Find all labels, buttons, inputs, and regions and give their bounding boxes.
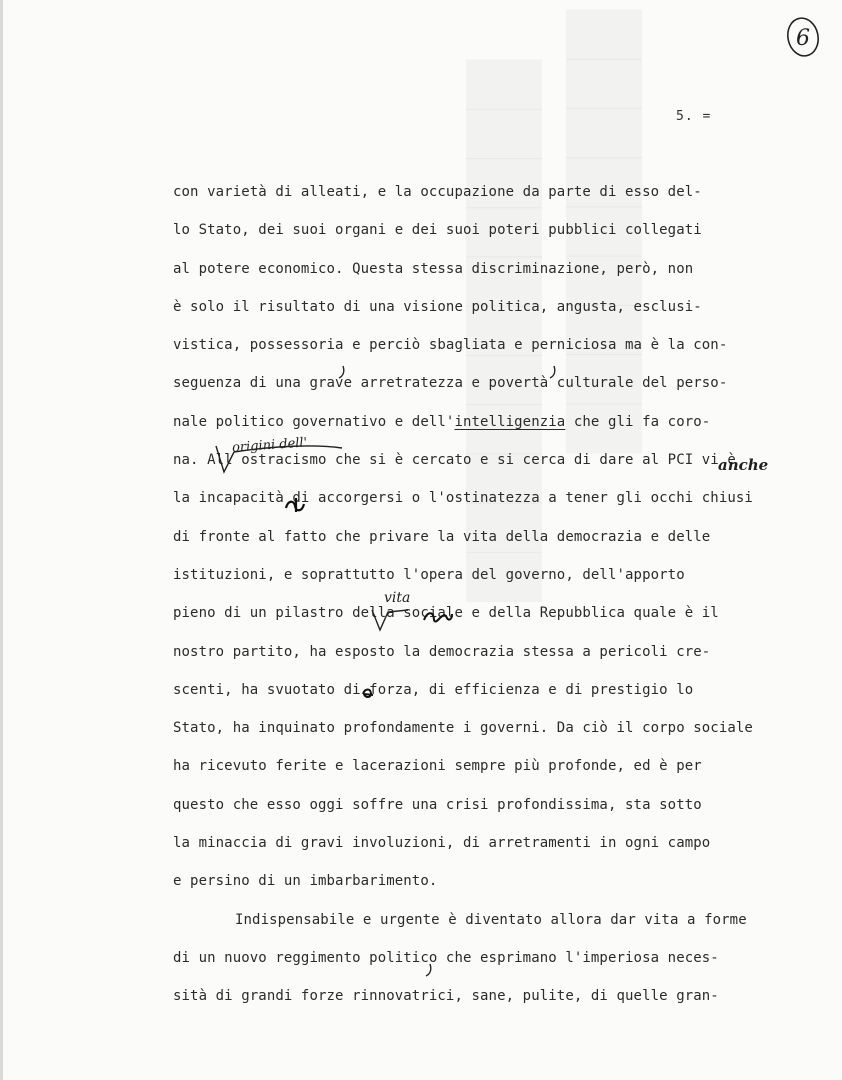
text-line: sità di grandi forze rinnovatrici, sane, pulite, di quelle gran-: [173, 988, 719, 1005]
scan-left-edge: [0, 0, 3, 1080]
text-line: ha ricevuto ferite e lacerazioni sempre più profonde, ed è per: [173, 758, 702, 775]
text-line: na. All ostracismo che si è cercato e si cerca di dare al PCI vi è: [173, 452, 736, 469]
text-line: di un nuovo reggimento politico che esprimano l'imperiosa neces-: [173, 949, 719, 966]
text-line-end: che gli fa coro-: [565, 413, 711, 430]
paragraph-start-line: Indispensabile e urgente è diventato allora dar vita a forme: [235, 911, 747, 928]
handwritten-insertion-vita: vita: [384, 590, 411, 606]
handwritten-insertion-origini: origini dell': [231, 435, 308, 456]
text-line: di fronte al fatto che privare la vita della democrazia e delle: [173, 528, 711, 545]
text-line: seguenza di una grave arretratezza e povertà culturale del perso-: [173, 375, 728, 392]
text-line: la minaccia di gravi involuzioni, di arretramenti in ogni campo: [173, 835, 711, 852]
text-line: vistica, possessoria e perciò sbagliata e perniciosa ma è la con-: [173, 337, 728, 354]
text-line: nostro partito, ha esposto la democrazia stessa a pericoli cre-: [173, 643, 711, 660]
underlined-word: intelligenzia: [454, 413, 566, 430]
circled-page-mark: [785, 15, 821, 59]
text-line: Stato, ha inquinato profondamente i governi. Da ciò il corpo sociale: [173, 720, 753, 737]
handwritten-margin-anche: anche: [718, 456, 769, 474]
text-line: questo che esso oggi soffre una crisi profondissima, sta sotto: [173, 796, 702, 813]
text-line: istituzioni, e soprattutto l'opera del governo, dell'apporto: [173, 566, 685, 583]
text-line: al potere economico. Questa stessa discriminazione, però, non: [173, 260, 694, 277]
text-line: lo Stato, dei suoi organi e dei suoi poteri pubblici collegati: [173, 222, 702, 239]
text-line: con varietà di alleati, e la occupazione da parte di esso del-: [173, 184, 702, 200]
page-mark-text: 6: [796, 26, 810, 51]
text-line-start: nale politico governativo e dell': [173, 413, 455, 430]
text-line: scenti, ha svuotato di forza, di efficienza e di prestigio lo: [173, 681, 694, 698]
text-line: e persino di un imbarbarimento.: [173, 873, 438, 890]
text-line: la incapacità di accorgersi o l'ostinatezza a tener gli occhi chiusi: [173, 490, 753, 507]
text-line: pieno di un pilastro della sociale e della Repubblica quale è il: [173, 605, 719, 622]
page-number: 5. =: [676, 109, 712, 124]
text-line: è solo il risultato di una visione politica, angusta, esclusi-: [173, 298, 702, 315]
